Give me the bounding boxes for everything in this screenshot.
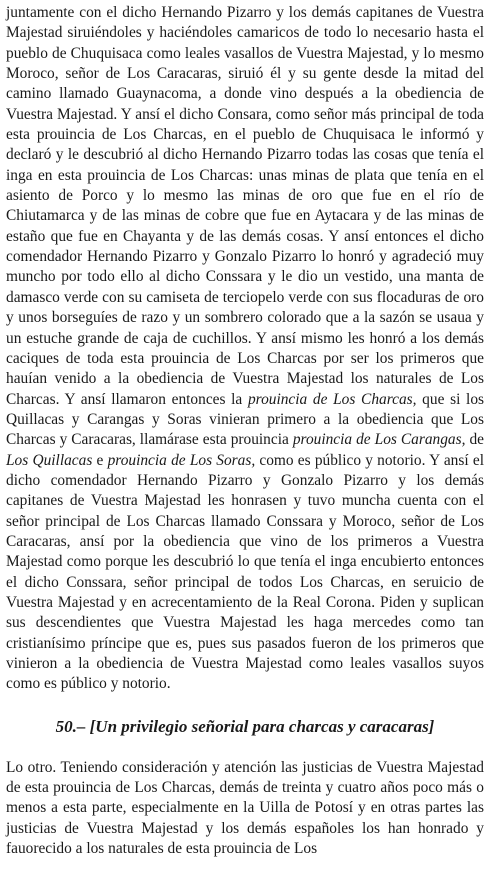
body-paragraph: Lo otro. Teniendo consideración y atención las justicias de Vuestra Majestad de esta prouincia de Los Charcas, demás de treinta y cuatro años poco más o menos a esta parte, especialmente en la Uilla de Potosí y en otras partes las justicias de Vuestra Majestad y los demás españoles los han honrado y fauorecido a los naturales de esta prouincia de Los	[6, 758, 484, 858]
paragraph-text: como es público y notorio. Y ansí el dicho comendador Hernando Pizarro y Gonzalo Pizarro y los demás capitanes de Vuestra Majestad les honrasen y tuvo muncha cuenta con el señor principal de Los Charcas llamado Conssara y Moroco, señor de Los Caracaras, ansí por la obediencia que vino de los primeros a Vuestra Majestad como porque les descubrió lo que tenía el inga encubierto entonces el dicho Conssara, señor principal de todos Los Charcas, en seruicio de Vuestra Majestad y en acrecentamiento de la Real Corona. Piden y suplican sus descendientes que Vuestra Majestad les haga mercedes como tan cristianísimo príncipe que es, pues sus pasados fueron de los primeros que vinieron a la obediencia de Vuestra Majestad como leales vasallos suyos como es público y notorio.	[6, 451, 484, 693]
section-heading: 50.– [Un privilegio señorial para charcas y caracaras]	[55, 716, 435, 736]
body-paragraph	[6, 3, 484, 695]
italic-text: Los Quillacas	[6, 451, 93, 469]
paragraph-text: que si los Quillacas y Carangas y Soras vinieran primero a la obediencia que Los Charcas y Caracaras, llamárase esta prouincia	[6, 390, 485, 449]
italic-text: prouincia de Los Charcas,	[247, 390, 417, 408]
paragraph-text: de	[465, 431, 485, 449]
paragraph-text: e	[92, 451, 108, 469]
italic-text: prouincia de Los Soras,	[107, 451, 256, 469]
italic-text: prouincia de Los Carangas,	[292, 431, 466, 449]
paragraph-text: juntamente con el dicho Hernando Pizarro y los demás capitanes de Vuestra Majestad siruiéndoles y haciéndoles camaricos de todo lo necesario hasta el pueblo de Chuquisaca como leales vasallos de Vuestra Majestad, y lo mesmo Moroco, señor de Los Caracaras, siruió él y su gente desde la mitad del camino llamado Guaynacoma, a donde vino después a la obediencia de Vuestra Majestad. Y ansí el dicho Consara, como señor más principal de toda esta prouincia de Los Charcas, en el pueblo de Chuquisaca le informó y declaró y le descubrió al dicho Hernando Pizarro todas las cosas que tenía el inga en esta prouincia de Los Charcas: unas minas de plata que tenía en el asiento de Porco y lo mesmo las minas de oro que fue en el río de Chiutamarca y de las minas de cobre que fue en Aytacara y de las minas de estaño que fue en Chayanta y de las demás cosas. Y ansí entonces el dicho comendador Hernando Pizarro y Gonzalo Pizarro lo honró y agradeció muy muncho por todo ello al dicho Conssara y le dio un vestido, una manta de damasco verde con su camiseta de terciopelo verde con sus flocaduras de oro y unos borseguíes de razo y un sombrero colorado que a la sazón se usaua y un estuche grande de caja de cuchillos. Y ansí mismo les honró a los demás caciques de toda esta prouincia de Los Charcas por ser los primeros que hauían venido a la obediencia de Vuestra Majestad los naturales de Los Charcas. Y ansí llamaron entonces la	[6, 4, 484, 408]
